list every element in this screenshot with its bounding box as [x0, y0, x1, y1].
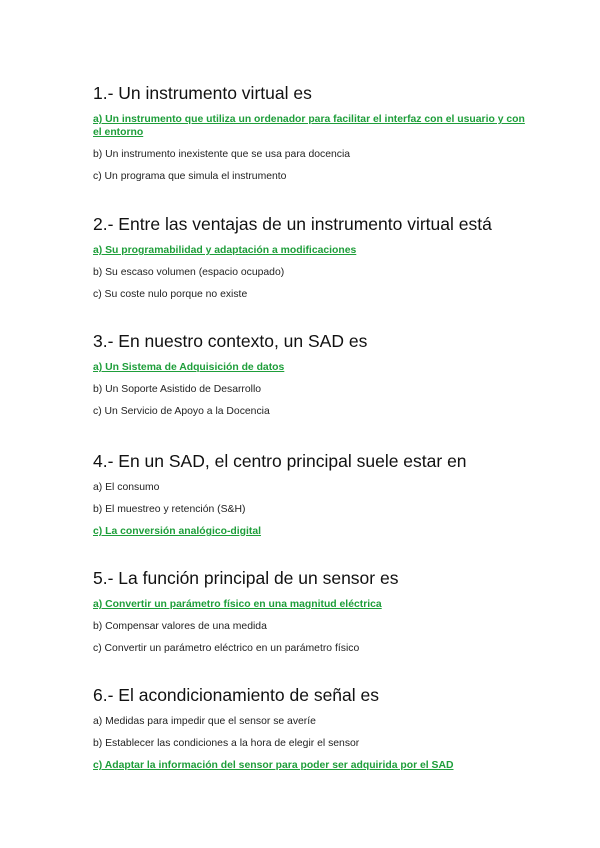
answer-option-b: b) Compensar valores de una medida	[93, 621, 267, 632]
question-title: 2.- Entre las ventajas de un instrumento virtual está	[93, 214, 492, 234]
question-5	[93, 567, 553, 664]
answer-option-a-correct: a) Un Sistema de Adquisición de datos	[93, 361, 553, 374]
question-6	[93, 684, 553, 781]
answer-options	[93, 481, 553, 538]
question-3	[93, 330, 553, 427]
answer-options	[93, 244, 553, 301]
question-4	[93, 450, 553, 547]
answer-option-c-correct: c) La conversión analógico-digital	[93, 525, 553, 538]
question-title: 3.- En nuestro contexto, un SAD es	[93, 331, 368, 351]
answer-options	[93, 361, 553, 418]
answer-option-b: b) Un instrumento inexistente que se usa para docencia	[93, 149, 351, 160]
question-title: 1.- Un instrumento virtual es	[93, 83, 312, 103]
answer-option-a: a) El consumo	[93, 482, 160, 493]
answer-option-a-correct: a) Convertir un parámetro físico en una magnitud eléctrica	[93, 598, 553, 611]
answer-option-c: c) Su coste nulo porque no existe	[93, 289, 248, 300]
question-1	[93, 82, 553, 192]
question-2	[93, 213, 553, 310]
question-title: 4.- En un SAD, el centro principal suele estar en	[93, 451, 467, 471]
question-title: 5.- La función principal de un sensor es	[93, 568, 399, 588]
answer-option-c-correct: c) Adaptar la información del sensor para poder ser adquirida por el SAD	[93, 759, 553, 772]
answer-options	[93, 598, 553, 655]
answer-option-c: c) Un programa que simula el instrumento	[93, 171, 287, 182]
answer-options	[93, 715, 553, 772]
answer-option-b: b) Un Soporte Asistido de Desarrollo	[93, 384, 262, 395]
answer-option-a-correct: a) Su programabilidad y adaptación a modificaciones	[93, 244, 553, 257]
answer-options	[93, 113, 553, 183]
answer-option-b: b) Su escaso volumen (espacio ocupado)	[93, 267, 285, 278]
answer-option-a-correct: a) Un instrumento que utiliza un ordenador para facilitar el interfaz con el usuario y con el entorno	[93, 113, 533, 139]
answer-option-c: c) Convertir un parámetro eléctrico en un parámetro físico	[93, 643, 360, 654]
question-title: 6.- El acondicionamiento de señal es	[93, 685, 380, 705]
answer-option-c: c) Un Servicio de Apoyo a la Docencia	[93, 406, 270, 417]
answer-option-b: b) Establecer las condiciones a la hora de elegir el sensor	[93, 738, 360, 749]
answer-option-b: b) El muestreo y retención (S&H)	[93, 504, 246, 515]
answer-option-a: a) Medidas para impedir que el sensor se averíe	[93, 716, 316, 727]
